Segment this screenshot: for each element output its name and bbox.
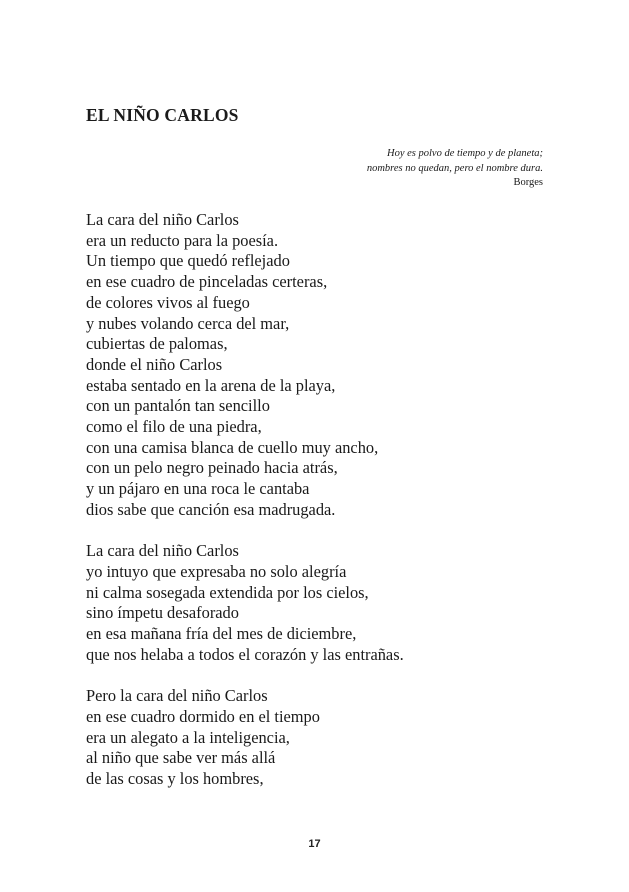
verse-line: era un reducto para la poesía. [86,230,279,250]
verse-line: estaba sentado en la arena de la playa, [86,375,336,395]
epigraph [367,147,543,191]
epigraph-line: nombres no quedan, pero el nombre dura. [366,162,543,174]
verse-line: Pero la cara del niño Carlos [86,686,268,706]
poem-body [86,210,556,790]
verse-line: dios sabe que canción esa madrugada. [86,499,336,519]
verse-line: con un pelo negro peinado hacia atrás, [86,458,338,478]
verse-line: que nos helaba a todos el corazón y las entrañas. [86,644,404,664]
verse-line: y un pájaro en una roca le cantaba [86,479,310,499]
verse-line: La cara del niño Carlos [86,210,239,229]
verse-line: donde el niño Carlos [86,354,223,374]
stanza [86,686,556,790]
verse-line: cubiertas de palomas, [86,334,228,354]
verse-line: en ese cuadro de pinceladas certeras, [86,272,328,292]
stanza [86,210,556,521]
verse-line: Un tiempo que quedó reflejado [86,251,290,271]
verse-line: al niño que sabe ver más allá [86,748,276,768]
verse-line: ni calma sosegada extendida por los cielos, [86,582,369,602]
epigraph-author: Borges [513,177,543,188]
verse-line: y nubes volando cerca del mar, [86,313,290,333]
verse-line: con una camisa blanca de cuello muy ancho, [86,437,379,457]
epigraph-line: Hoy es polvo de tiempo y de planeta; [387,148,543,159]
verse-line: La cara del niño Carlos [86,541,239,561]
verse-line: sino ímpetu desaforado [86,603,239,623]
verse-line: de colores vivos al fuego [86,292,250,312]
verse-line: yo intuyo que expresaba no solo alegría [86,561,347,581]
verse-line: era un alegato a la inteligencia, [86,727,290,747]
verse-line: en ese cuadro dormido en el tiempo [86,706,320,726]
poem-title: EL NIÑO CARLOS [86,105,239,125]
page-number: 17 [308,838,321,850]
verse-line: con un pantalón tan sencillo [86,396,270,416]
verse-line: como el filo de una piedra, [86,417,262,437]
stanza [86,541,556,665]
verse-line: de las cosas y los hombres, [86,768,264,788]
verse-line: en esa mañana fría del mes de diciembre, [86,624,357,644]
